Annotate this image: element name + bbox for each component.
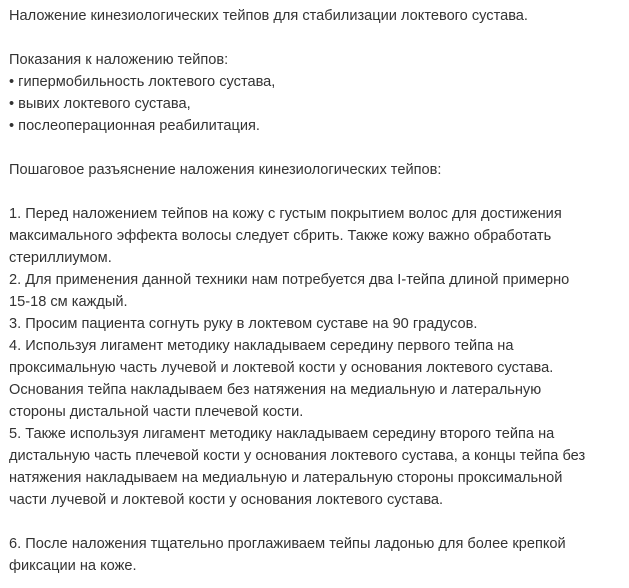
step-5 (9, 423, 621, 511)
step-line: стороны дистальной части плечевой кости. (9, 404, 304, 420)
indications-heading: Показания к наложению тейпов: (9, 52, 229, 68)
step-line: натяжения накладываем на медиальную и латеральную стороны проксимальной (9, 470, 563, 486)
step-line: проксимальную часть лучевой и локтевой кости у основания локтевого сустава. (9, 360, 554, 376)
step-line: Основания тейпа накладываем без натяжения на медиальную и латеральную (9, 382, 542, 398)
step-line: части лучевой и локтевой кости у основания локтевого сустава. (9, 492, 444, 508)
step-line: 5. Также используя лигамент методику накладываем середину второго тейпа на (9, 426, 555, 442)
steps-heading: Пошаговое разъяснение наложения кинезиологических тейпов: (9, 162, 442, 178)
indication-item: • вывих локтевого сустава, (9, 96, 191, 112)
step-line: стериллиумом. (9, 250, 112, 266)
step-line: 1. Перед наложением тейпов на кожу с густым покрытием волос для достижения (9, 206, 562, 222)
paragraph-spacer (9, 511, 621, 533)
step-line: 6. После наложения тщательно проглаживаем тейпы ладонью для более крепкой (9, 536, 566, 552)
indication-item: • гипермобильность локтевого сустава, (9, 74, 276, 90)
step-line: 4. Используя лигамент методику накладываем середину первого тейпа на (9, 338, 514, 354)
paragraph-spacer (9, 27, 621, 49)
step-line: фиксации на коже. (9, 558, 137, 574)
step-line: 15-18 см каждый. (9, 294, 128, 310)
indications-block (9, 49, 621, 137)
steps-block (9, 203, 621, 511)
indication-item: • послеоперационная реабилитация. (9, 118, 260, 134)
step-2 (9, 269, 621, 313)
step-1 (9, 203, 621, 269)
step-6 (9, 533, 621, 577)
step-line: максимального эффекта волосы следует сбрить. Также кожу важно обработать (9, 228, 552, 244)
article-title: Наложение кинезиологических тейпов для стабилизации локтевого сустава. (9, 8, 528, 24)
step-4 (9, 335, 621, 423)
step-3 (9, 313, 621, 335)
step-line: 3. Просим пациента согнуть руку в локтевом суставе на 90 градусов. (9, 316, 478, 332)
paragraph-spacer (9, 181, 621, 203)
step-line: дистальную часть плечевой кости у основания локтевого сустава, а концы тейпа без (9, 448, 586, 464)
paragraph-spacer (9, 137, 621, 159)
step-line: 2. Для применения данной техники нам потребуется два I-тейпа длиной примерно (9, 272, 570, 288)
